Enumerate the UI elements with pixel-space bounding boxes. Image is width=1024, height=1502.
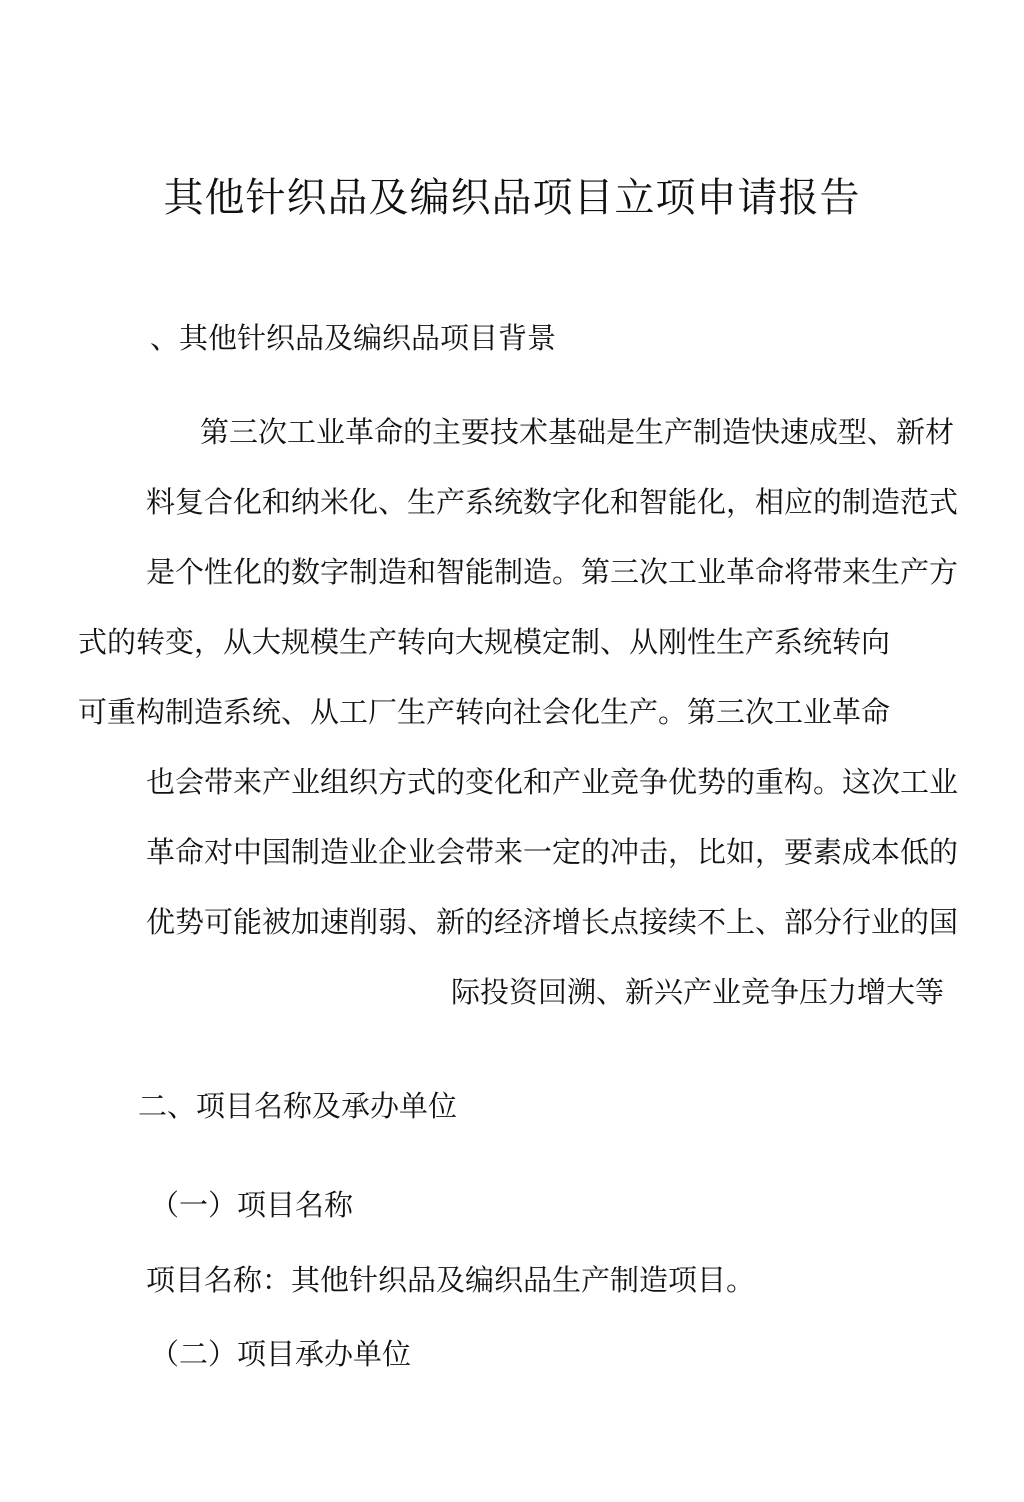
paragraph-line-9: 际投资回溯、新兴产业竞争压力增大等 xyxy=(450,975,944,1009)
subsection-1-heading: （一）项目名称 xyxy=(150,1188,354,1222)
paragraph-line-1: 第三次工业革命的主要技术基础是生产制造快速成型、新材 xyxy=(200,415,955,449)
paragraph-line-5: 可重构制造系统、从工厂生产转向社会化生产。第三次工业革命 xyxy=(78,695,891,729)
paragraph-line-6: 也会带来产业组织方式的变化和产业竞争优势的重构。这次工业 xyxy=(146,765,959,799)
section-2-heading: 二、项目名称及承办单位 xyxy=(138,1089,458,1123)
subsection-2-heading: （二）项目承办单位 xyxy=(150,1337,412,1371)
paragraph-line-7: 革命对中国制造业企业会带来一定的冲击，比如，要素成本低的 xyxy=(146,835,959,869)
document-title: 其他针织品及编织品项目立项申请报告 xyxy=(163,175,861,221)
project-name-text: 项目名称：其他针织品及编织品生产制造项目。 xyxy=(146,1263,756,1297)
section-1-heading: 、其他针织品及编织品项目背景 xyxy=(150,321,557,355)
paragraph-line-4: 式的转变，从大规模生产转向大规模定制、从刚性生产系统转向 xyxy=(78,625,891,659)
paragraph-line-2: 料复合化和纳米化、生产系统数字化和智能化，相应的制造范式 xyxy=(146,485,959,519)
paragraph-line-8: 优势可能被加速削弱、新的经济增长点接续不上、部分行业的国 xyxy=(146,905,959,939)
paragraph-line-3: 是个性化的数字制造和智能制造。第三次工业革命将带来生产方 xyxy=(146,555,959,589)
